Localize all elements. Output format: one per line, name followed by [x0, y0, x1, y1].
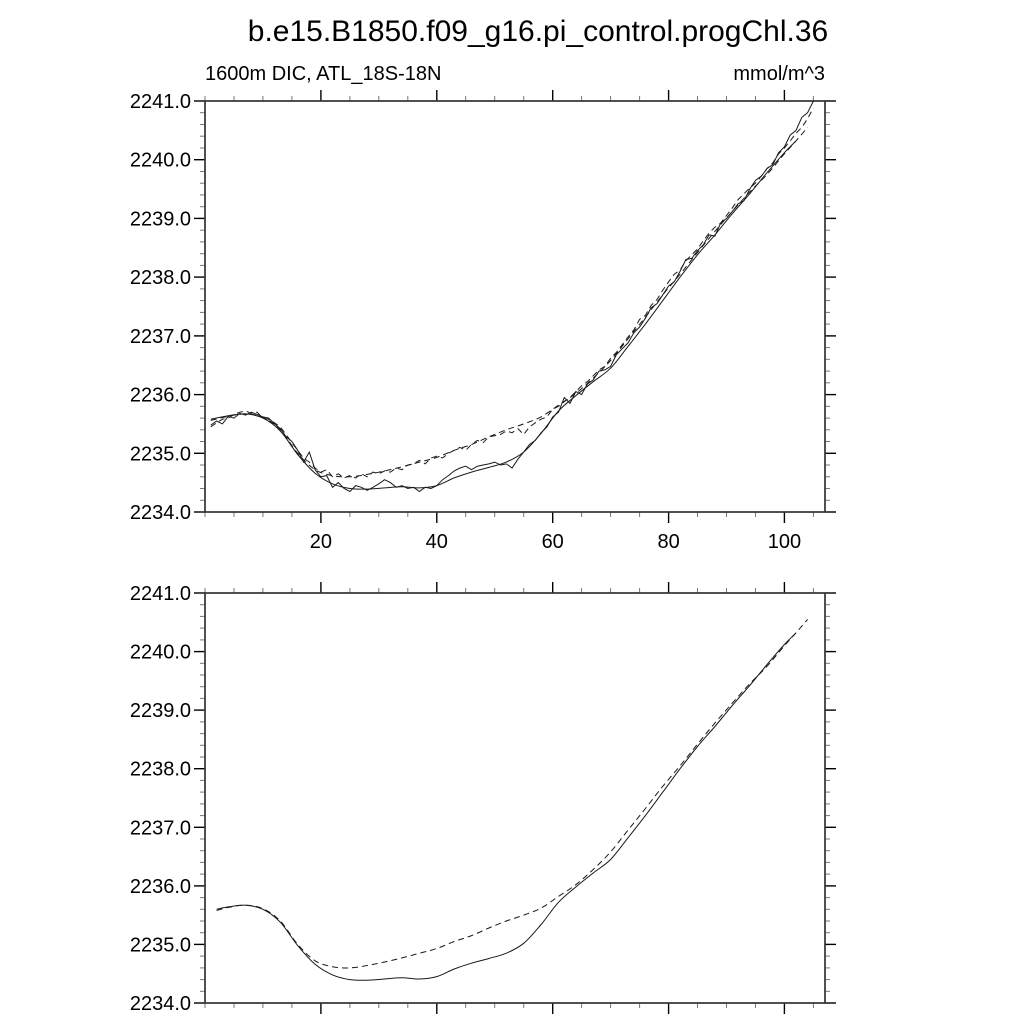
y-tick-label: 2234.0 — [129, 502, 191, 524]
y-tick-label: 2239.0 — [129, 208, 191, 231]
x-tick-label: 40 — [425, 531, 448, 553]
y-tick-label: 2241.0 — [129, 583, 191, 605]
y-tick-label: 2236.0 — [129, 875, 191, 898]
y-tick-label: 2236.0 — [129, 384, 191, 407]
y-tick-label: 2238.0 — [129, 758, 191, 781]
x-tick-label: 60 — [541, 531, 564, 553]
x-tick-label: 20 — [309, 531, 333, 553]
y-tick-label: 2238.0 — [129, 267, 191, 290]
y-tick-label: 2237.0 — [129, 817, 191, 840]
y-tick-label: 2241.0 — [129, 91, 191, 113]
bottom-series-case1-smoothed — [217, 633, 796, 980]
y-tick-label: 2240.0 — [129, 149, 191, 172]
y-tick-label: 2240.0 — [129, 641, 191, 664]
page-title: b.e15.B1850.f09_g16.pi_control.progChl.36 — [247, 15, 829, 48]
subtitle-right: mmol/m^3 — [733, 63, 825, 85]
x-tick-label: 80 — [657, 531, 680, 553]
top-series-case2-annual — [211, 108, 814, 478]
y-tick-label: 2234.0 — [129, 993, 191, 1015]
subtitle-left: 1600m DIC, ATL_18S-18N — [205, 63, 442, 85]
y-tick-label: 2239.0 — [129, 700, 191, 723]
y-tick-label: 2237.0 — [129, 325, 191, 348]
x-tick-label: 100 — [767, 531, 802, 553]
y-tick-label: 2235.0 — [129, 934, 191, 957]
top-series-case1-smoothed — [211, 141, 796, 489]
y-tick-label: 2235.0 — [129, 443, 191, 466]
top-series-case2-smoothed — [211, 127, 808, 476]
bottom-series-case2-smoothed — [217, 619, 808, 968]
bottom-panel-frame — [205, 593, 825, 1003]
